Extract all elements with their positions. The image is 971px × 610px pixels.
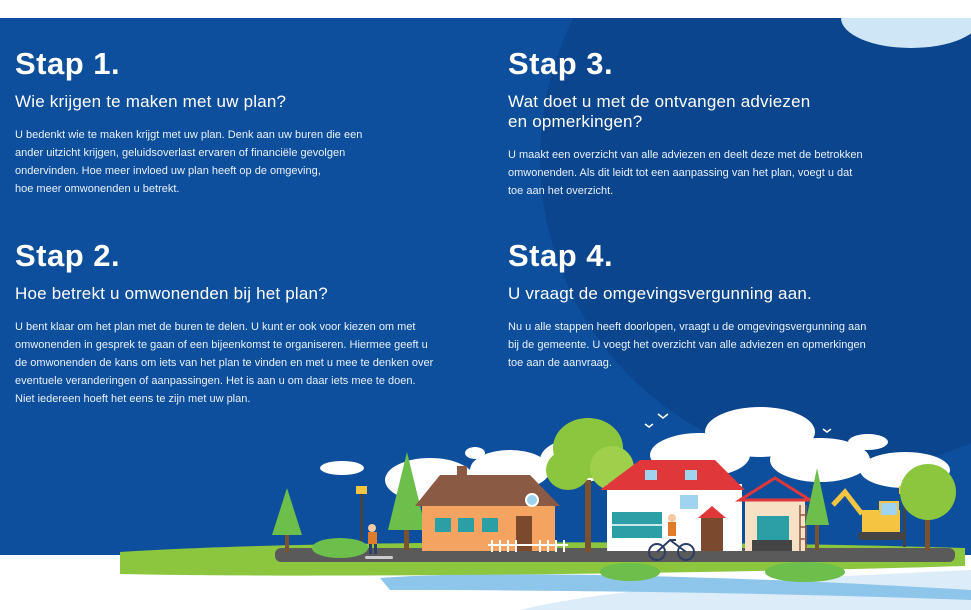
step-2-subheading: Hoe betrekt u omwonenden bij het plan? bbox=[15, 284, 328, 303]
body-line: omwonenden. Als dit leidt tot een aanpassing van het plan, voegt u dat bbox=[508, 167, 853, 179]
step-2-heading: Stap 2. bbox=[15, 238, 121, 273]
body-line: toe aan de aanvraag. bbox=[508, 357, 612, 369]
body-line: U maakt een overzicht van alle adviezen en deelt deze met de betrokken bbox=[508, 149, 863, 161]
step-4-heading: Stap 4. bbox=[508, 238, 614, 273]
body-line: eventuele veranderingen of aanpassingen. Het is aan u om daar iets mee te doen. bbox=[15, 375, 416, 387]
body-line: ondervinden. Hoe meer invloed uw plan heeft op de omgeving, bbox=[15, 165, 321, 177]
body-line: Niet iedereen hoeft het eens te zijn met uw plan. bbox=[15, 393, 251, 405]
body-line: toe aan het overzicht. bbox=[508, 185, 614, 197]
subheading-line: Wat doet u met de ontvangen adviezen bbox=[508, 92, 811, 111]
body-line: hoe meer omwonenden u betrekt. bbox=[15, 183, 180, 195]
step-3-heading: Stap 3. bbox=[508, 46, 614, 81]
step-1-subheading: Wie krijgen te maken met uw plan? bbox=[15, 92, 287, 111]
body-line: ander uitzicht krijgen, geluidsoverlast ervaren of financiële gevolgen bbox=[15, 147, 346, 159]
step-4-subheading: U vraagt de omgevingsvergunning aan. bbox=[508, 284, 812, 303]
step-1-heading: Stap 1. bbox=[15, 46, 121, 81]
excavator-icon bbox=[833, 492, 904, 540]
body-line: bij de gemeente. U voegt het overzicht van alle adviezen en opmerkingen bbox=[508, 339, 866, 351]
body-line: U bedenkt wie te maken krijgt met uw plan. Denk aan uw buren die een bbox=[15, 129, 363, 141]
body-line: U bent klaar om het plan met de buren te delen. U kunt er ook voor kiezen om met bbox=[15, 321, 416, 333]
body-line: Nu u alle stappen heeft doorlopen, vraagt u de omgevingsvergunning aan bbox=[508, 321, 867, 333]
body-line: de omwonenden de kans om iets van het plan te vinden en met u mee te denken over bbox=[15, 357, 434, 369]
construction-house-icon bbox=[740, 478, 810, 551]
body-line: omwonenden in gesprek te gaan of een bijeenkomst te organiseren. Hiermee geeft u bbox=[15, 339, 428, 351]
subheading-line: en opmerkingen? bbox=[508, 112, 643, 131]
